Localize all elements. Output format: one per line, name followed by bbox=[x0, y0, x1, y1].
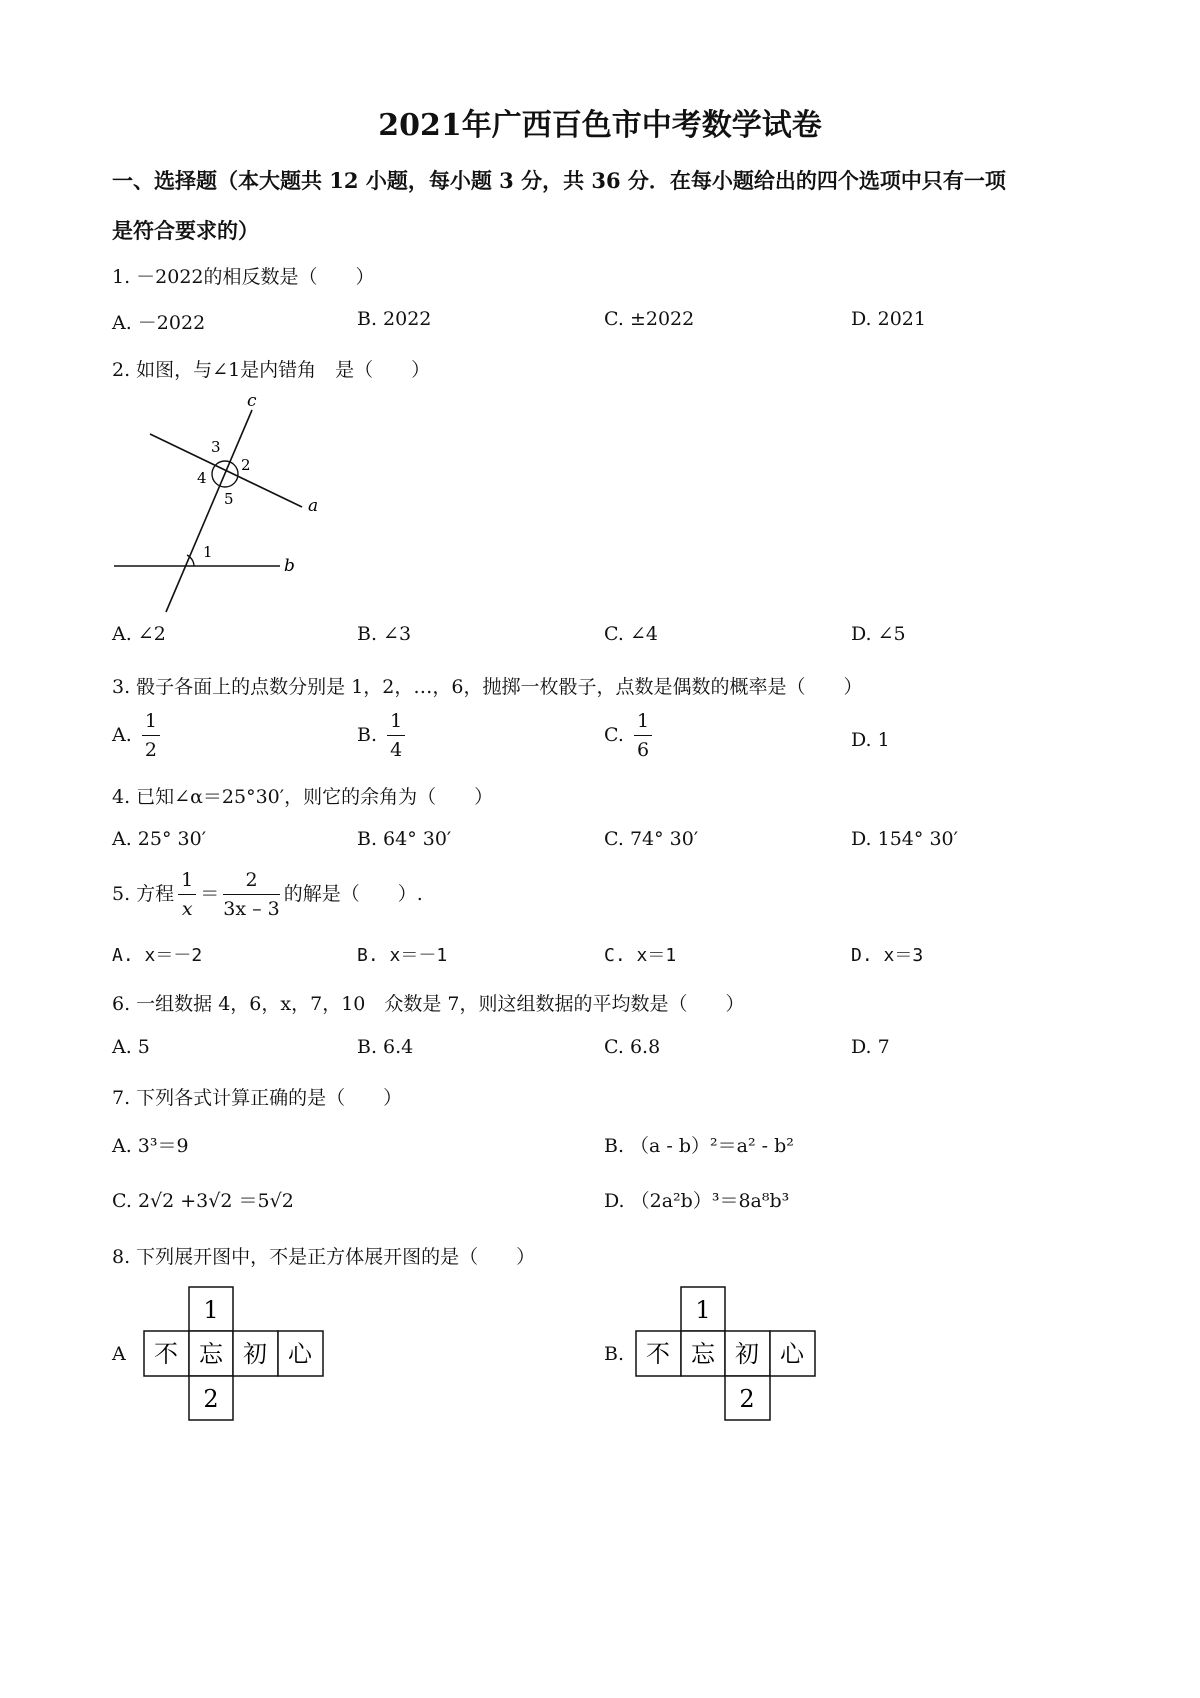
numerator: 2 bbox=[223, 870, 279, 895]
question-2-option-a: A. ∠2 bbox=[112, 623, 166, 645]
question-4-stem: 4. 已知∠α＝25°30′，则它的余角为（ ） bbox=[112, 786, 494, 808]
question-1-option-c: C. ±2022 bbox=[604, 308, 695, 330]
question-4-option-b: B. 64° 30′ bbox=[357, 828, 452, 850]
question-6-option-d: D. 7 bbox=[851, 1036, 890, 1058]
numerator: 1 bbox=[387, 711, 405, 736]
page-title: 2021年广西百色市中考数学试卷 bbox=[378, 108, 822, 143]
question-2-option-b: B. ∠3 bbox=[357, 623, 412, 645]
question-6-stem: 6. 一组数据 4，6，x，7，10 众数是 7，则这组数据的平均数是（ ） bbox=[112, 993, 745, 1015]
option-c-label: C. bbox=[604, 723, 624, 746]
net-top-label: 1 bbox=[695, 1296, 711, 1324]
question-4-option-d: D. 154° 30′ bbox=[851, 828, 958, 850]
question-7-option-b: B. （a - b）²＝a² - b² bbox=[604, 1135, 794, 1157]
q5-suffix: 的解是（ ）. bbox=[283, 882, 423, 905]
net-cell-label: 初 bbox=[243, 1340, 267, 1368]
fraction-lhs bbox=[178, 870, 196, 920]
question-5-option-d: D. x＝3 bbox=[851, 945, 924, 966]
denominator: 4 bbox=[390, 738, 403, 761]
question-8-net-b bbox=[634, 1285, 824, 1430]
label-2: 2 bbox=[241, 456, 251, 474]
net-top-label: 1 bbox=[203, 1296, 219, 1324]
question-1-stem: 1. －2022的相反数是（ ） bbox=[112, 266, 375, 288]
section-heading-line1: 一、选择题（本大题共 12 小题，每小题 3 分，共 36 分．在每小题给出的四个选项中只有一项 bbox=[112, 168, 1006, 193]
denominator: 3x – 3 bbox=[223, 897, 280, 920]
question-5-stem bbox=[112, 870, 423, 920]
net-cell-label: 忘 bbox=[199, 1340, 223, 1368]
label-4: 4 bbox=[197, 469, 207, 487]
question-3-stem: 3. 骰子各面上的点数分别是 1，2，…，6，抛掷一枚骰子，点数是偶数的概率是（ ） bbox=[112, 676, 863, 698]
question-6-option-b: B. 6.4 bbox=[357, 1036, 414, 1058]
fraction-one-quarter bbox=[387, 711, 405, 761]
question-6-option-a: A. 5 bbox=[112, 1036, 150, 1058]
question-2-figure bbox=[100, 390, 340, 620]
label-a: a bbox=[308, 496, 319, 516]
question-1-option-a: A. －2022 bbox=[112, 312, 206, 334]
question-7-stem: 7. 下列各式计算正确的是（ ） bbox=[112, 1087, 403, 1109]
question-5-option-a: A. x＝－2 bbox=[112, 945, 203, 966]
question-1-option-b: B. 2022 bbox=[357, 308, 432, 330]
question-3-option-c bbox=[604, 711, 656, 761]
question-2-option-d: D. ∠5 bbox=[851, 623, 906, 645]
net-cell-label: 初 bbox=[735, 1340, 759, 1368]
fraction-one-sixth bbox=[634, 711, 652, 761]
question-7-option-c: C. 2√2 +3√2 ＝5√2 bbox=[112, 1190, 294, 1212]
equals-sign: ＝ bbox=[200, 882, 220, 905]
question-4-option-c: C. 74° 30′ bbox=[604, 828, 699, 850]
question-8-stem: 8. 下列展开图中，不是正方体展开图的是（ ） bbox=[112, 1246, 536, 1268]
label-b: b bbox=[284, 556, 295, 576]
option-b-label: B. bbox=[357, 723, 378, 746]
question-2-option-c: C. ∠4 bbox=[604, 623, 658, 645]
numerator: 1 bbox=[634, 711, 652, 736]
numerator: 1 bbox=[142, 711, 160, 736]
net-bottom-label: 2 bbox=[739, 1385, 755, 1413]
question-8-option-a-label: A bbox=[112, 1343, 126, 1365]
label-1: 1 bbox=[203, 543, 213, 561]
question-6-option-c: C. 6.8 bbox=[604, 1036, 661, 1058]
question-3-option-b bbox=[357, 711, 409, 761]
question-5-option-c: C. x＝1 bbox=[604, 945, 677, 966]
numerator: 1 bbox=[178, 870, 196, 895]
option-a-label: A. bbox=[112, 723, 132, 746]
net-cell-label: 不 bbox=[646, 1340, 670, 1368]
question-8-net-a bbox=[142, 1285, 332, 1430]
net-cell-label: 不 bbox=[154, 1340, 178, 1368]
question-4-option-a: A. 25° 30′ bbox=[112, 828, 207, 850]
label-5: 5 bbox=[224, 490, 234, 508]
question-1-option-d: D. 2021 bbox=[851, 308, 926, 330]
net-bottom-label: 2 bbox=[203, 1385, 219, 1413]
question-5-option-b: B. x＝－1 bbox=[357, 945, 448, 966]
section-heading-line2: 是符合要求的） bbox=[112, 218, 259, 243]
label-c: c bbox=[247, 391, 257, 411]
q5-prefix: 5. 方程 bbox=[112, 882, 175, 905]
net-cell-label: 忘 bbox=[691, 1340, 715, 1368]
denominator: 6 bbox=[636, 738, 650, 761]
question-7-option-a: A. 3³＝9 bbox=[112, 1135, 189, 1157]
label-3: 3 bbox=[211, 438, 221, 456]
fraction-one-half bbox=[142, 711, 160, 761]
line-c bbox=[166, 410, 252, 612]
question-8-option-b-label: B. bbox=[604, 1343, 625, 1365]
question-7-option-d: D. （2a²b）³＝8a⁸b³ bbox=[604, 1190, 790, 1212]
question-2-stem: 2. 如图，与∠1是内错角 是（ ） bbox=[112, 359, 431, 381]
net-cell-label: 心 bbox=[288, 1340, 312, 1368]
denominator: x bbox=[181, 897, 193, 920]
denominator: 2 bbox=[144, 738, 157, 761]
fraction-rhs bbox=[223, 870, 279, 920]
question-3-option-a bbox=[112, 711, 164, 761]
question-3-option-d: D. 1 bbox=[851, 729, 890, 751]
net-cell-label: 心 bbox=[780, 1340, 804, 1368]
